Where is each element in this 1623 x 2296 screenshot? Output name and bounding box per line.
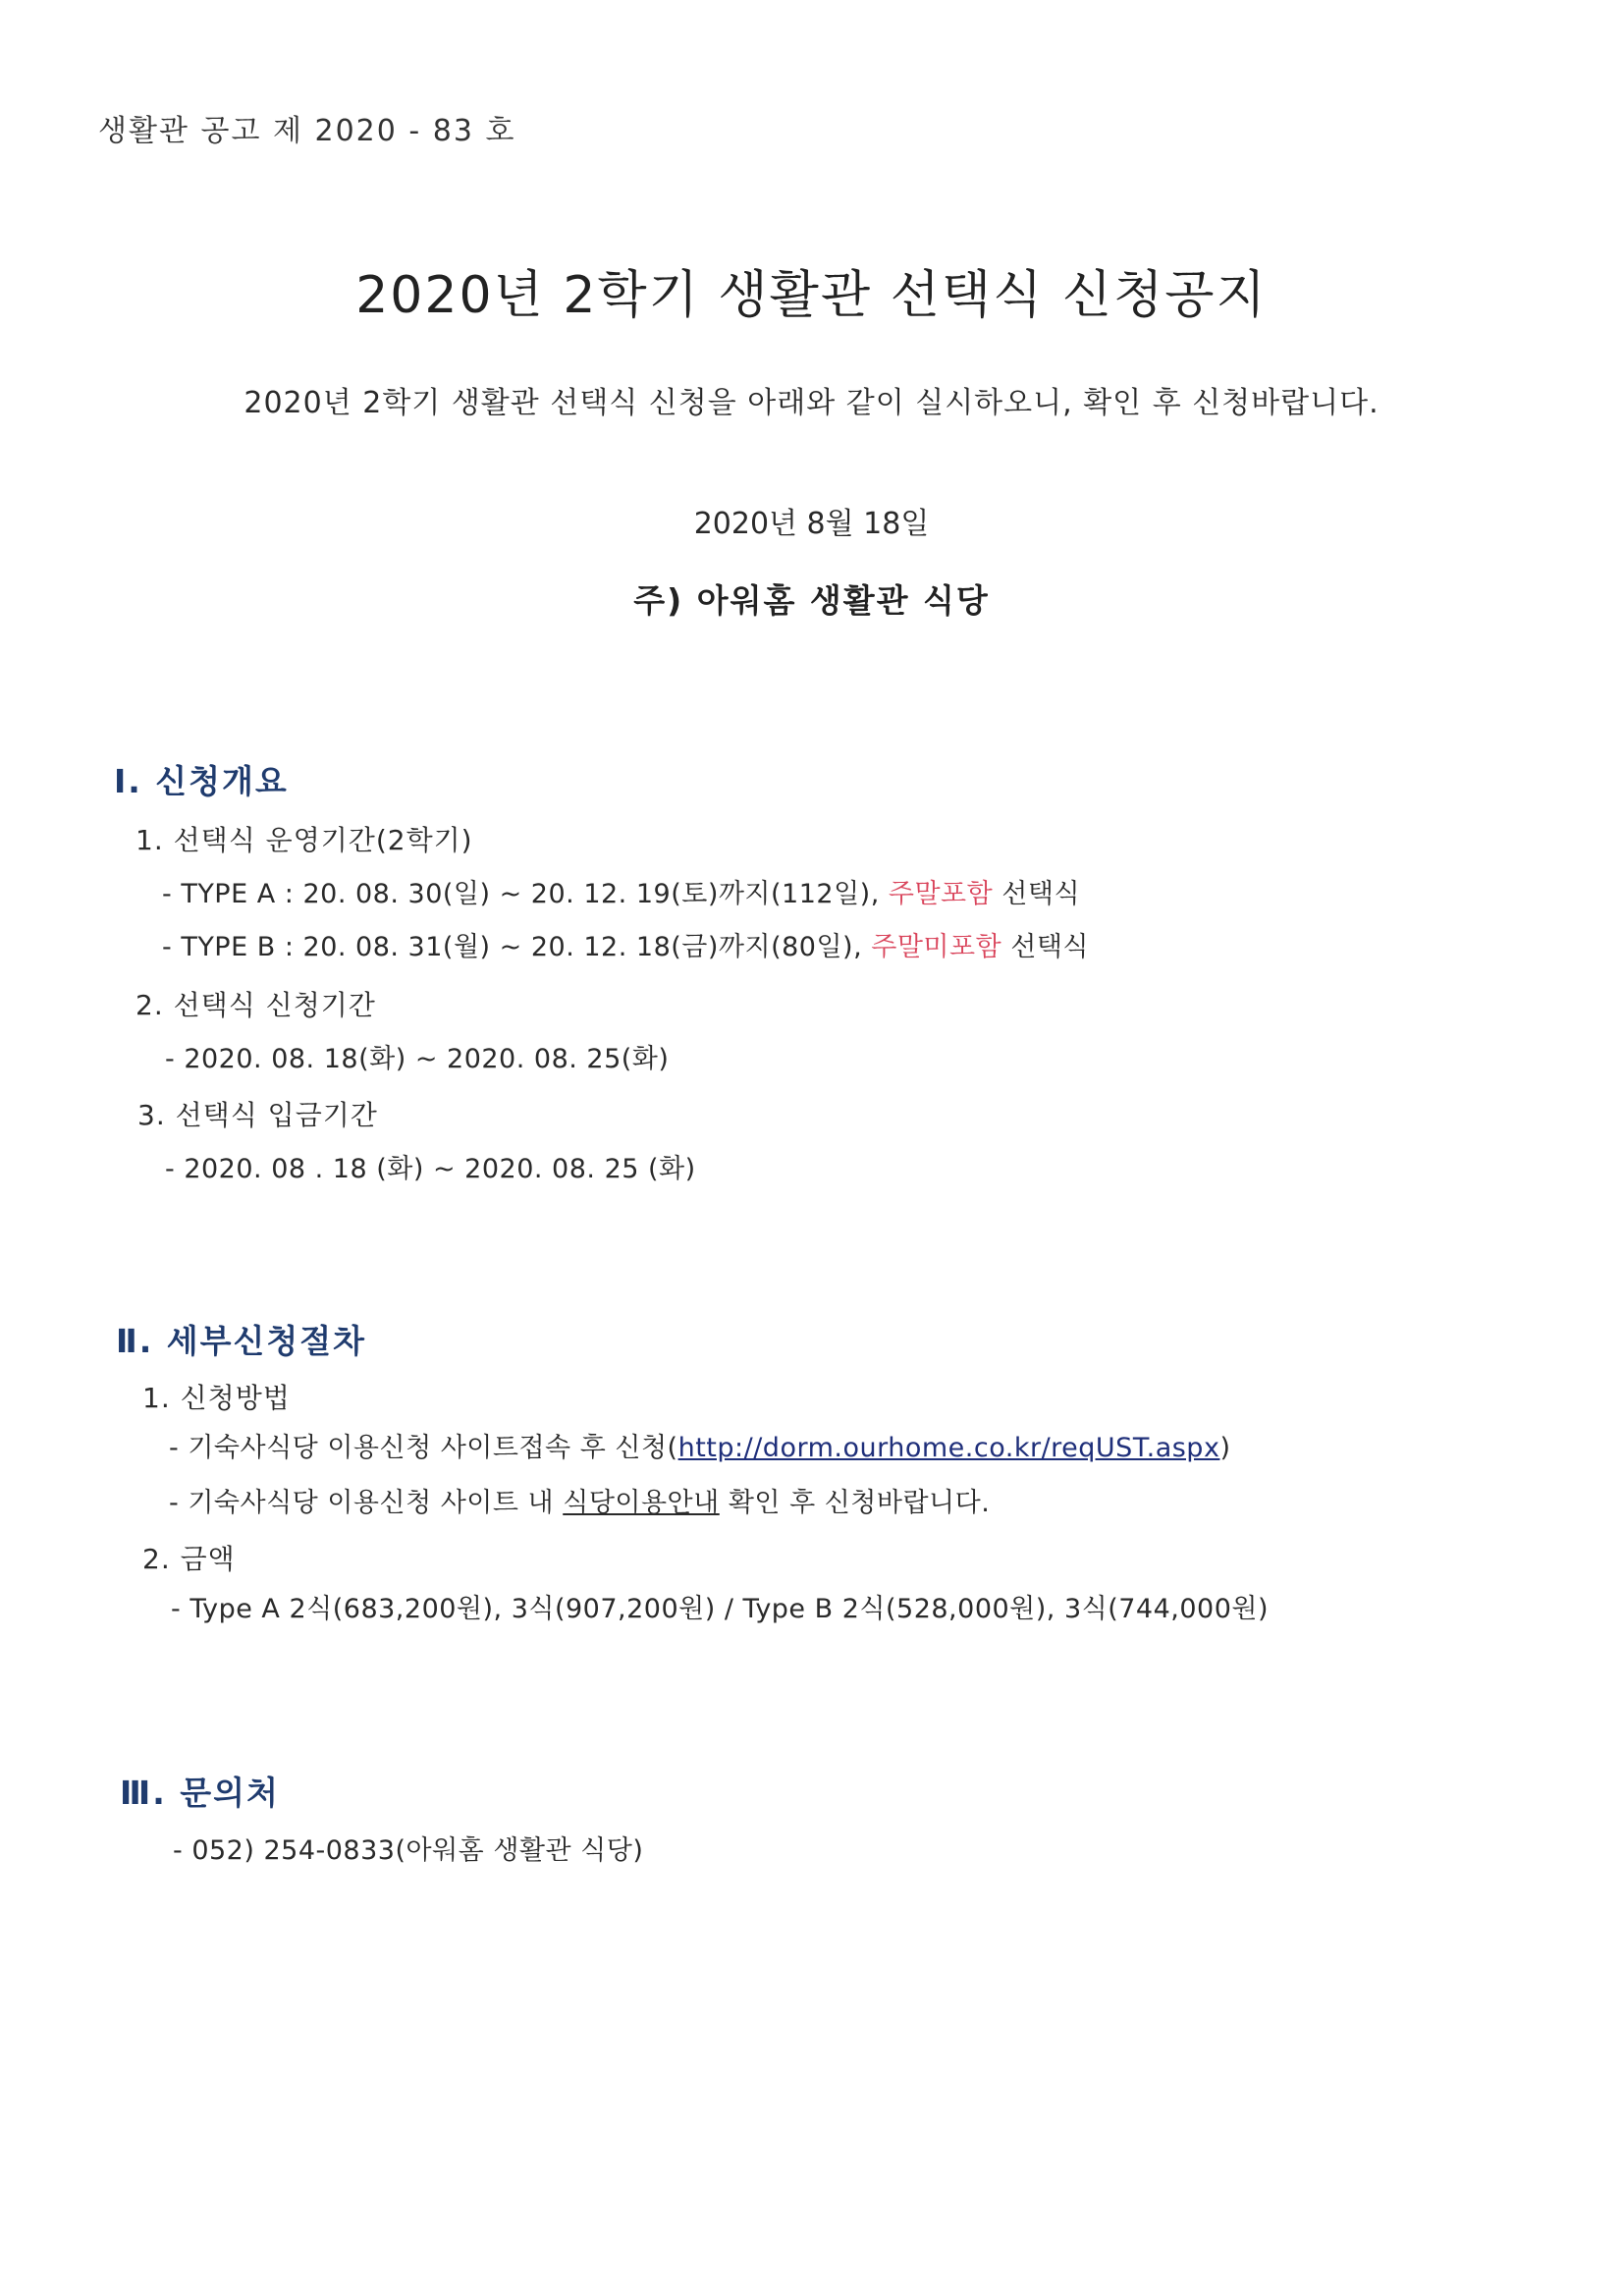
- procedure-item-method: 1. 신청방법: [142, 1382, 291, 1414]
- procedure-item-price: 2. 금액: [142, 1543, 236, 1575]
- price-text: - Type A 2식(683,200원), 3식(907,200원) / Type B 2식(528,000원), 3식(744,000원): [171, 1594, 1270, 1624]
- method-line-site: [169, 1426, 1230, 1464]
- section-heading-overview: Ⅰ. 신청개요: [114, 762, 289, 800]
- overview-item-payment: 3. 선택식 입금기간: [137, 1099, 378, 1131]
- type-b-text: - TYPE B : 20. 08. 31(월) ~ 20. 12. 18(금)까지(80일),: [162, 932, 872, 962]
- payment-period-text: - 2020. 08 . 18 (화) ~ 2020. 08. 25 (화): [165, 1154, 696, 1184]
- application-period-text: - 2020. 08. 18(화) ~ 2020. 08. 25(화): [165, 1044, 670, 1074]
- weekend-included-highlight: 주말포함: [888, 879, 994, 909]
- weekend-excluded-highlight: 주말미포함: [871, 932, 1002, 962]
- document-number: 생활관 공고 제 2020 - 83 호: [98, 114, 516, 148]
- method-site-tail: ): [1219, 1433, 1231, 1463]
- type-b-tail: 선택식: [1001, 932, 1090, 962]
- contact-text: - 052) 254-0833(아워홈 생활관 식당): [173, 1835, 644, 1866]
- notice-date: 2020년 8월 18일: [693, 507, 930, 541]
- section-heading-contact: Ⅲ. 문의처: [120, 1774, 280, 1812]
- type-a-text: - TYPE A : 20. 08. 30(일) ~ 20. 12. 19(토)까지(112일),: [162, 879, 889, 909]
- method-site-text: - 기숙사식당 이용신청 사이트접속 후 신청(: [169, 1433, 678, 1463]
- section-heading-procedure: Ⅱ. 세부신청절차: [116, 1322, 367, 1360]
- intro-text: 2020년 2학기 생활관 선택식 신청을 아래와 같이 실시하오니, 확인 후 신청바랍니다.: [243, 386, 1380, 420]
- overview-item-application: 2. 선택식 신청기간: [135, 989, 376, 1021]
- application-site-link[interactable]: http://dorm.ourhome.co.kr/reqUST.aspx: [677, 1433, 1220, 1463]
- method-guide-tail: 확인 후 신청바랍니다.: [719, 1488, 991, 1518]
- type-a-tail: 선택식: [993, 879, 1081, 909]
- page-title: 2020년 2학기 생활관 선택식 신청공지: [355, 266, 1268, 325]
- type-a-line: [162, 872, 1080, 910]
- organization-name: 주) 아워홈 생활관 식당: [633, 581, 990, 620]
- method-line-guide: [169, 1481, 990, 1519]
- overview-item-period: 1. 선택식 운영기간(2학기): [135, 824, 473, 856]
- cafeteria-guide-underline: 식당이용안내: [563, 1488, 720, 1518]
- type-b-line: [162, 925, 1089, 963]
- method-guide-text: - 기숙사식당 이용신청 사이트 내: [169, 1488, 564, 1518]
